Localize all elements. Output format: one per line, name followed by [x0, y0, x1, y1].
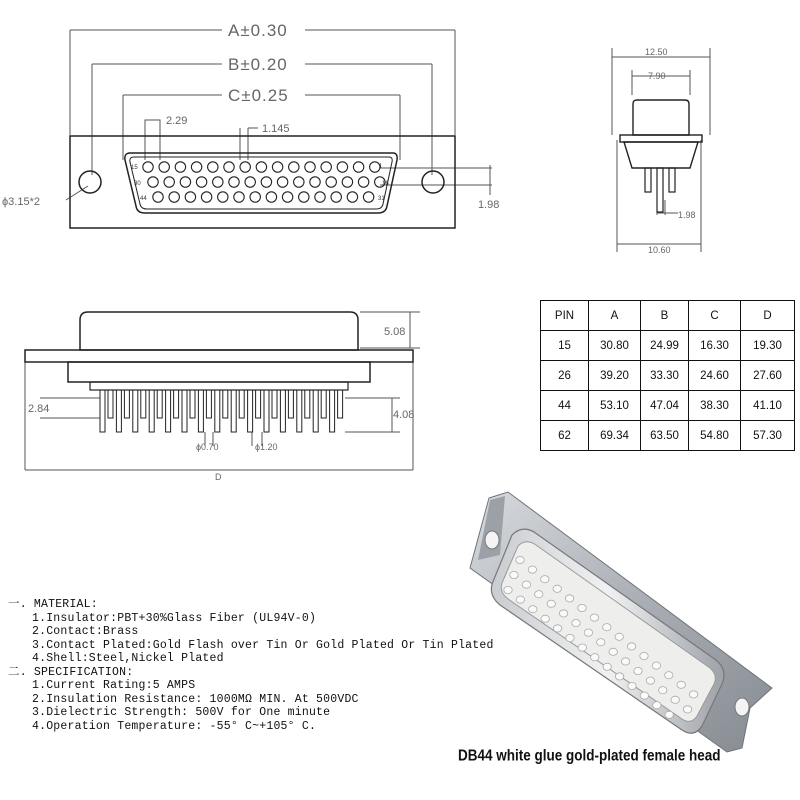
bottom-pin [215, 390, 220, 432]
pin-hole [282, 192, 292, 202]
table-cell: 44 [541, 391, 589, 421]
photo-pin-hole [578, 644, 586, 651]
bottom-pin-short [239, 390, 244, 418]
pin-hole [289, 162, 299, 172]
side-view [612, 47, 710, 255]
photo-pin-hole [659, 687, 667, 694]
photo-pin-hole [572, 619, 580, 626]
pin-hole [240, 162, 250, 172]
photo-pin-hole [653, 702, 661, 709]
photo-pin-hole [634, 667, 642, 674]
table-cell: 16.30 [689, 331, 741, 361]
photo-pin-hole [609, 648, 617, 655]
photo-pin-hole [566, 634, 574, 641]
photo-pin-hole [578, 604, 586, 611]
bottom-pin-short [338, 390, 343, 418]
bottom-pin-short [305, 390, 310, 418]
pin-hole [277, 177, 287, 187]
photo-pin-hole [597, 639, 605, 646]
photo-pin-hole [516, 556, 524, 563]
bottom-pin-short [321, 390, 326, 418]
height-label: 5.08 [384, 326, 406, 338]
photo-pin-hole [529, 606, 537, 613]
product-caption: DB44 white glue gold-plated female head [458, 746, 721, 765]
photo-pin-hole [603, 663, 611, 670]
bottom-pin [231, 390, 236, 432]
photo-pin-hole [627, 643, 635, 650]
photo-pin-hole [671, 696, 679, 703]
photo-pin-hole [591, 654, 599, 661]
photo-pin-hole [553, 585, 561, 592]
pin-hole [164, 177, 174, 187]
table-row [541, 391, 795, 421]
top-width-label: 12.50 [645, 47, 668, 57]
pin-hole [256, 162, 266, 172]
photo-pin-hole [689, 691, 697, 698]
pin-hole [299, 192, 309, 202]
bottom-pin-short [272, 390, 277, 418]
pin-hole [310, 177, 320, 187]
table-header-a: A [589, 301, 641, 331]
material-title: 一. MATERIAL: [8, 598, 98, 611]
pin-hole [305, 162, 315, 172]
connector-photo [470, 492, 772, 752]
table-cell: 27.60 [741, 361, 795, 391]
photo-pin-hole [541, 576, 549, 583]
photo-pin-hole [683, 706, 691, 713]
pin-hole [153, 192, 163, 202]
bottom-pin [100, 390, 105, 432]
bottom-pin-short [108, 390, 113, 418]
table-cell: 63.50 [641, 421, 689, 451]
table-cell: 26 [541, 361, 589, 391]
pin-hole [347, 192, 357, 202]
pin-hole [250, 192, 260, 202]
table-cell: 54.80 [689, 421, 741, 451]
specifications [8, 598, 494, 733]
photo-pin-hole [522, 581, 530, 588]
pin-hole [196, 177, 206, 187]
bottom-pin [280, 390, 285, 432]
photo-pin-hole [504, 586, 512, 593]
bottom-pin-short [223, 390, 228, 418]
photo-pin-hole [652, 662, 660, 669]
bottom-flange [25, 350, 413, 362]
pin-label-44: 44 [140, 196, 147, 202]
pin-hole [213, 177, 223, 187]
material-item: 3.Contact Plated:Gold Flash over Tin Or Gold Plated Or Tin Plated [32, 638, 494, 652]
photo-pin-hole [628, 682, 636, 689]
bottom-pin [182, 390, 187, 432]
dim-c-label: C±0.25 [228, 86, 289, 105]
table-cell: 62 [541, 421, 589, 451]
photo-pin-hole [565, 595, 573, 602]
photo-pin-hole [665, 711, 673, 718]
front-flange [70, 136, 455, 228]
bottom-body [68, 362, 370, 382]
pin-hole [353, 162, 363, 172]
pin-hole [245, 177, 255, 187]
pin-hole [218, 192, 228, 202]
pin-label-1: 1 [379, 164, 383, 170]
table-cell: 57.30 [741, 421, 795, 451]
photo-pin-hole [665, 672, 673, 679]
pin-hole [363, 192, 373, 202]
pin-hole [261, 177, 271, 187]
table-header-pin: PIN [541, 301, 589, 331]
photo-pin-hole [621, 658, 629, 665]
bottom-pin-short [174, 390, 179, 418]
dim-d-label: D [215, 472, 222, 482]
pin-hole [234, 192, 244, 202]
inner-width-label: 7.90 [648, 71, 666, 81]
side-pin-a [645, 168, 651, 192]
specification-item: 1.Current Rating:5 AMPS [32, 679, 196, 692]
pin-hole [331, 192, 341, 202]
specification-title: 二. SPECIFICATION: [8, 665, 134, 679]
dim-b-label: B±0.20 [228, 55, 288, 74]
material-item: 2.Contact:Brass [32, 625, 139, 638]
photo-pin-hole [528, 566, 536, 573]
side-body [624, 142, 698, 168]
specification-item: 2.Insulation Resistance: 1000MΩ MIN. At 500VDC [32, 692, 359, 706]
bottom-pin-short [124, 390, 129, 418]
pin-dimension-table [540, 300, 795, 451]
half-pitch-label: 1.145 [262, 123, 290, 135]
specification-item: 4.Operation Temperature: -55° C~+105° C. [32, 719, 317, 733]
pin-hole [315, 192, 325, 202]
photo-pin-hole [559, 610, 567, 617]
bottom-pins [100, 390, 343, 432]
bottom-pin [149, 390, 154, 432]
pin-hole [185, 192, 195, 202]
pin-dia-b-label: ϕ1.20 [255, 442, 278, 452]
pin-hole [159, 162, 169, 172]
photo-pin-hole [646, 677, 654, 684]
table-row [541, 331, 795, 361]
table-header-c: C [689, 301, 741, 331]
pin-hole [191, 162, 201, 172]
bottom-pin-short [256, 390, 261, 418]
photo-pin-hole [615, 673, 623, 680]
table-header-d: D [741, 301, 795, 331]
photo-pin-hole [640, 652, 648, 659]
pin-hole [143, 162, 153, 172]
table-cell: 24.99 [641, 331, 689, 361]
side-shell [633, 100, 689, 135]
photo-pin-hole [553, 625, 561, 632]
table-cell: 33.30 [641, 361, 689, 391]
table-cell: 53.10 [589, 391, 641, 421]
photo-pin-hole [510, 571, 518, 578]
bottom-pin-short [141, 390, 146, 418]
pin-hole [229, 177, 239, 187]
bottom-pin [248, 390, 253, 432]
table-cell: 19.30 [741, 331, 795, 361]
table-header-b: B [641, 301, 689, 331]
pin-hole [337, 162, 347, 172]
dim-a-label: A±0.30 [228, 21, 288, 40]
table-header-row [541, 301, 795, 331]
pin-label-15: 15 [131, 165, 138, 171]
pin-holes [143, 162, 385, 202]
pin-label-16: 16 [382, 181, 389, 187]
material-item: 4.Shell:Steel,Nickel Plated [32, 652, 224, 665]
pin-hole [326, 177, 336, 187]
photo-pin-hole [535, 591, 543, 598]
pin-length-label: 4.08 [393, 409, 415, 421]
photo-pin-hole [677, 681, 685, 688]
photo-pin-hole [603, 624, 611, 631]
bottom-pin-short [206, 390, 211, 418]
pin-dia-a-label: ϕ0.70 [196, 442, 219, 452]
mounting-hole-right [422, 171, 444, 193]
pin-hole [272, 162, 282, 172]
table-cell: 38.30 [689, 391, 741, 421]
bottom-pin [313, 390, 318, 432]
mounting-hole-left [79, 171, 101, 193]
bottom-pin [133, 390, 138, 432]
table-cell: 47.04 [641, 391, 689, 421]
side-pin-b [657, 168, 663, 212]
table-cell: 30.80 [589, 331, 641, 361]
pin-hole [321, 162, 331, 172]
table-cell: 15 [541, 331, 589, 361]
pin-hole [342, 177, 352, 187]
pin-hole [169, 192, 179, 202]
bottom-pin [116, 390, 121, 432]
side-pin-c [669, 168, 675, 192]
bottom-pin [330, 390, 335, 432]
pin-hole [358, 177, 368, 187]
pin-offset-label: 1.98 [678, 210, 696, 220]
pin-hole [148, 177, 158, 187]
front-view [2, 21, 499, 228]
bottom-pin [264, 390, 269, 432]
photo-pin-hole [590, 614, 598, 621]
photo-pin-hole [516, 596, 524, 603]
photo-pin-hole [615, 633, 623, 640]
table-cell: 41.10 [741, 391, 795, 421]
pin-hole [224, 162, 234, 172]
pin-hole [175, 162, 185, 172]
bottom-standoff [90, 382, 348, 390]
photo-pin-hole [547, 600, 555, 607]
table-cell: 69.34 [589, 421, 641, 451]
pitch-label: 2.29 [166, 115, 188, 127]
photo-pin-hole [584, 629, 592, 636]
photo-pin-hole [541, 615, 549, 622]
pin-hole [266, 192, 276, 202]
pin-hole [201, 192, 211, 202]
table-row [541, 421, 795, 451]
pin-label-31: 31 [378, 196, 385, 202]
table-cell: 24.60 [689, 361, 741, 391]
bottom-shell [80, 312, 358, 350]
bottom-view [25, 312, 420, 482]
bottom-pin [166, 390, 171, 432]
table-row [541, 361, 795, 391]
bottom-pin-short [190, 390, 195, 418]
base-width-label: 10.60 [648, 245, 671, 255]
table-cell: 39.20 [589, 361, 641, 391]
pin-hole [208, 162, 218, 172]
side-flange [620, 135, 702, 142]
bottom-pin-short [288, 390, 293, 418]
photo-pin-hole [640, 692, 648, 699]
material-item: 1.Insulator:PBT+30%Glass Fiber (UL94V-0) [32, 611, 317, 625]
flange-label: 2.84 [28, 403, 50, 415]
specification-item: 3.Dielectric Strength: 500V for One minute [32, 706, 331, 719]
hole-diameter-label: ϕ3.15*2 [2, 196, 40, 208]
bottom-pin [297, 390, 302, 432]
pin-hole [294, 177, 304, 187]
row-gap-label: 1.98 [478, 199, 500, 211]
pin-label-30: 30 [134, 181, 141, 187]
bottom-pin-short [157, 390, 162, 418]
pin-hole [180, 177, 190, 187]
bottom-pin [198, 390, 203, 432]
